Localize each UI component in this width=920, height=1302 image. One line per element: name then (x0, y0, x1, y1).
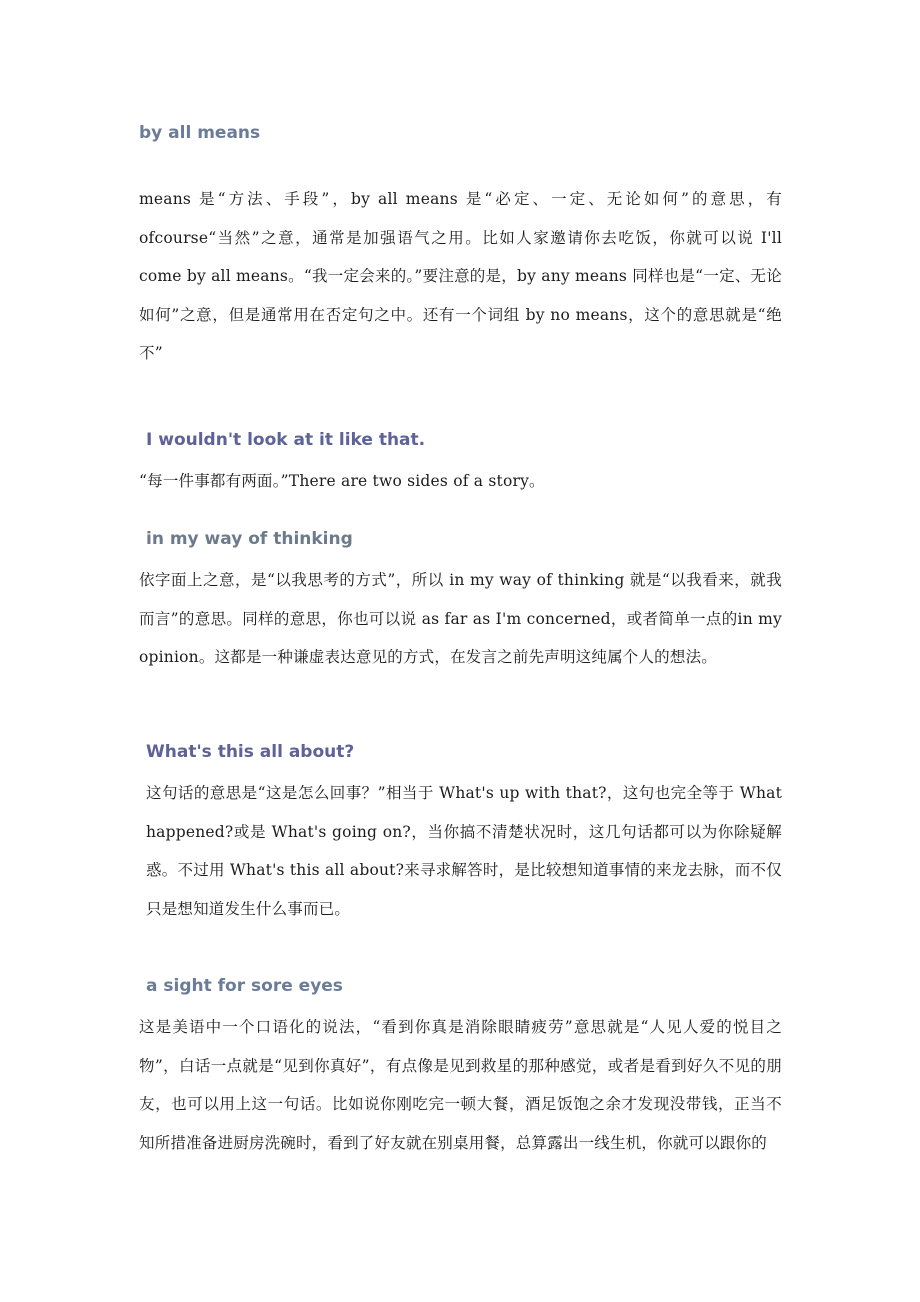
section-by-all-means (139, 123, 782, 373)
section-body: 依字面上之意，是“以我思考的方式”，所以 in my way of thinking 就是“以我看来，就我而言”的意思。同样的意思，你也可以说 as far as I'm concerned，或者简单一点的in my opinion。这都是一种谦虚表达意见的方式，在发言之前先声明这纯属个人的想法。 (139, 571, 782, 667)
section-heading: What's this all about? (146, 742, 355, 762)
section-heading: by all means (139, 123, 261, 143)
section-whats-this-all-about (139, 742, 782, 928)
section-heading: a sight for sore eyes (146, 976, 343, 996)
section-body: means 是“方法、手段”，by all means 是“必定、一定、无论如何”的意思，有ofcourse“当然”之意，通常是加强语气之用。比如人家邀请你去吃饭，你就可以说 I'll come by all means。“我一定会来的。”要注意的是，by any means 同样也是“一定、无论如何”之意，但是通常用在否定句之中。还有一个词组 by no means，这个的意思就是“绝不” (139, 190, 782, 363)
section-wouldnt-look (139, 430, 782, 501)
section-heading: in my way of thinking (146, 529, 353, 549)
section-in-my-way-of-thinking (139, 529, 782, 677)
section-body: 这句话的意思是“这是怎么回事？”相当于 What's up with that?，这句也完全等于 What happened?或是 What's going on?，当你搞不清楚状况时，这几句话都可以为你除疑解惑。不过用 What's this all about?来寻求解答时，是比较想知道事情的来龙去脉，而不仅只是想知道发生什么事而已。 (146, 784, 782, 918)
section-body: 这是美语中一个口语化的说法，“看到你真是消除眼睛疲劳”意思就是“人见人爱的悦目之物”，白话一点就是“见到你真好”，有点像是见到救星的那种感觉，或者是看到好久不见的朋友，也可以用上这一句话。比如说你刚吃完一顿大餐，酒足饭饱之余才发现没带钱，正当不知所措准备进厨房洗碗时，看到了好友就在别桌用餐，总算露出一线生机，你就可以跟你的 (139, 1018, 782, 1152)
section-heading: I wouldn't look at it like that. (146, 430, 426, 450)
section-a-sight-for-sore-eyes (139, 976, 782, 1162)
section-body: “每一件事都有两面。”There are two sides of a story。 (139, 472, 545, 490)
